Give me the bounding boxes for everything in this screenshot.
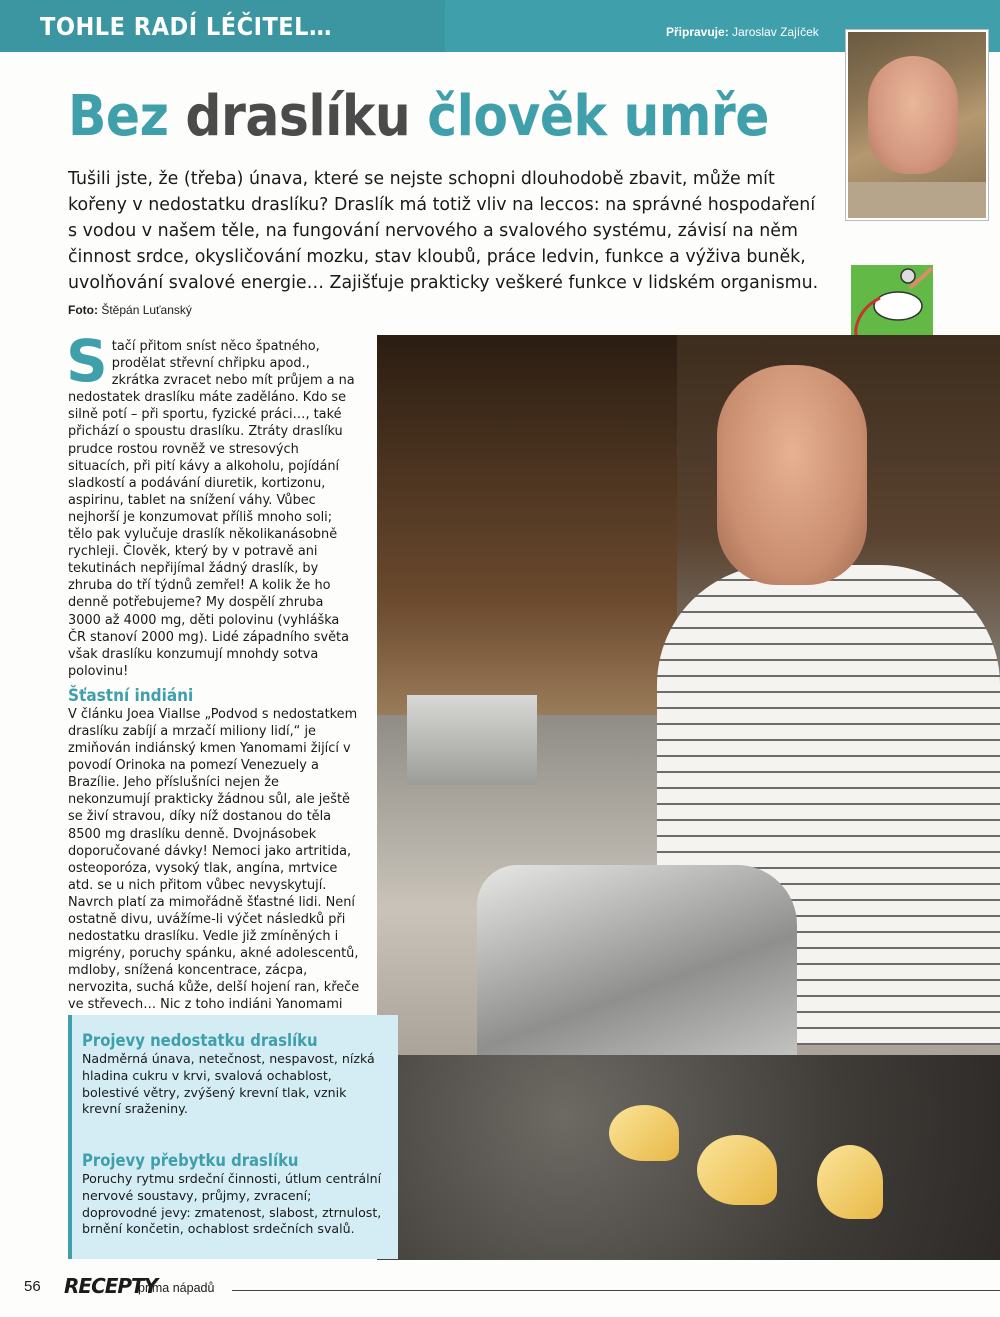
- photo-credit: [68, 303, 192, 317]
- section-tab-cut: [410, 0, 446, 52]
- title-part-2: draslíku: [185, 84, 411, 149]
- juicer-photo-image: [377, 335, 1000, 1260]
- brand-subtitle: prima nápadů: [138, 1281, 215, 1295]
- photo-counter: [377, 1055, 1000, 1260]
- byline: [666, 25, 819, 39]
- page-number: 56: [24, 1278, 41, 1295]
- deficit-section: [82, 1031, 382, 1118]
- excess-text: Poruchy rytmu srdeční činnosti, útlum centrální nervové soustavy, průjmy, zvracení; doprovodné jevy: zmatenost, slabost, ztrnulost, brnění končetin, ochablost srdečních svalů.: [82, 1171, 382, 1237]
- photo-head: [717, 365, 867, 585]
- footer-rule: [232, 1290, 1000, 1291]
- photo-apple: [817, 1145, 883, 1219]
- title-part-1: Bez: [68, 84, 186, 149]
- deficit-title: Projevy nedostatku draslíku: [82, 1031, 318, 1050]
- photo-credit-name: Štěpán Luťanský: [101, 303, 192, 317]
- deficit-text: Nadměrná únava, netečnost, nespavost, nízká hladina cukru v krvi, svalová ochablost, bolestivé větry, zvýšený krevní tlak, vznik krevní sraženiny.: [82, 1051, 375, 1117]
- byline-label: Připravuje:: [666, 25, 729, 39]
- paragraph-1-text: tačí přitom sníst něco špatného, prodělat střevní chřipku apod., zkrátka zvracet nebo mít průjem a na nedostatek draslíku máte zaděláno. Kdo se silně potí – při sportu, fyzické práci…, také přichází o spoustu draslíku. Ztráty draslíku prudce rostou rovněž ve stresových situacích, při pití kávy a alkoholu, pojídání sladkostí a podávání diuretik, kortizonu, aspirinu, tablet na snížení váhy. Vůbec nejhorší je konzumovat příliš mnoho soli; tělo pak vylučuje draslík několikanásobně rychleji. Člověk, který by v potravě ani tekutinách nepřijímal žádný draslík, by zhruba do tří týdnů zemřel! A kolik že ho denně potřebujeme? My dospělí zhruba 3000 až 4000 mg, děti polovinu (vyhláška ČR stanoví 2000 mg). Lidé západního světa však draslíku konzumují mnohdy sotva polovinu!: [68, 339, 355, 679]
- excess-section: [82, 1151, 382, 1238]
- dropcap: S: [66, 327, 108, 395]
- section-title: TOHLE RADÍ LÉČITEL…: [40, 12, 333, 41]
- photo-credit-label: Foto:: [68, 303, 98, 317]
- byline-name: Jaroslav Zajíček: [732, 25, 819, 39]
- article-lead: Tušili jste, že (třeba) únava, které se nejste schopni dlouhodobě zbavit, může mít kořeny v nedostatku draslíku? Draslík má totiž vliv na leccos: na správné hospodaření s vodou v našem těle, na fungování nervového a svalového systému, závisí na něm činnost srdce, okysličování mozku, stav kloubů, práce ledvin, funkce a výživa buněk, uvolňování svalové energie… Zajišťuje prakticky veškeré funkce v lidském organismu.: [68, 169, 819, 293]
- photo-cabinet: [377, 335, 677, 715]
- brand-logo: RECEPTY: [64, 1274, 158, 1298]
- paragraph-2: V článku Joea Viallse „Podvod s nedostatkem draslíku zabíjí a mrzačí miliony lidí,“ je zmiňován indiánský kmen Yanomami žijící v povodí Orinoka na pomezí Venezuely a Brazílie. Jeho příslušníci nejen že nekonzumují prakticky žádnou sůl, ale ještě se živí stravou, díky níž dostanou do těla 8500 mg draslíku denně. Dvojnásobek doporučované dávky! Nemoci jako artritida, osteoporóza, vysoký tlak, angína, mrtvice atd. se u nich přitom vůbec nevyskytují. Navrch platí za mimořádně šťastné lidi. Není ostatně divu, uvážíme-li výčet následků při nedostatku draslíku. Vedle již zmíněných i migrény, poruchy spánku, akné adolescentů, mdloby, snížená koncentrace, zácpa, nervozita, suchá kůže, delší hojení ran, křeče ve střevech… Nic z toho indiáni Yanomami: [68, 706, 360, 1013]
- excess-title: Projevy přebytku draslíku: [82, 1151, 299, 1170]
- portrait-face: [868, 56, 958, 174]
- title-part-3: člověk umře: [410, 84, 769, 149]
- paragraph-1: [66, 327, 360, 680]
- portrait-shirt: [848, 182, 986, 220]
- photo-apple: [697, 1135, 777, 1205]
- author-portrait-image: [846, 30, 988, 220]
- photo-juicer: [477, 865, 797, 1085]
- photo-apple: [609, 1105, 679, 1161]
- doctor-mascot-icon: [840, 258, 938, 346]
- info-box: [68, 1015, 398, 1259]
- article-title: [68, 78, 769, 156]
- photo-hood: [407, 695, 537, 785]
- subheading: Šťastní indiáni: [68, 685, 194, 706]
- article-body: [66, 327, 360, 1031]
